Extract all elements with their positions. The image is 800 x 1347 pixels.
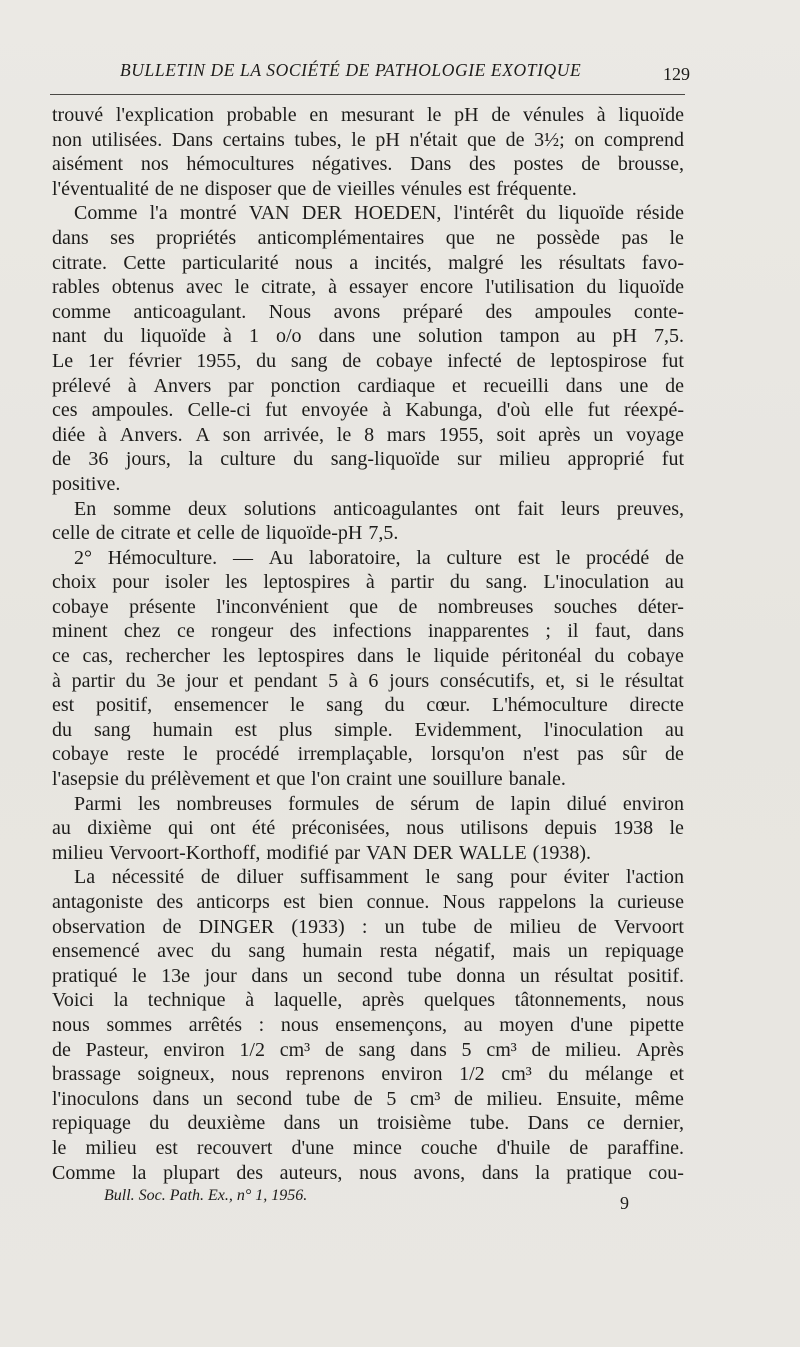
text-line: comme anticoagulant. Nous avons préparé des ampoules conte- xyxy=(52,300,684,323)
text-line: Voici la technique à laquelle, après quelques tâtonnements, nous xyxy=(52,989,684,1012)
text-line: trouvé l'explication probable en mesurant le pH de vénules à liquoïde xyxy=(52,104,684,126)
text-line: à partir du 3e jour et pendant 5 à 6 jours consécutifs, et, si le résultat xyxy=(52,669,684,692)
text-line: l'asepsie du prélèvement et que l'on craint une souillure banale. xyxy=(52,768,566,791)
text-line: citrate. Cette particularité nous a incités, malgré les résultats favo- xyxy=(52,251,684,274)
text-line: aisément nos hémocultures négatives. Dans des postes de brousse, xyxy=(52,153,684,176)
text-line: au dixième qui ont été préconisées, nous utilisons depuis 1938 le xyxy=(52,817,684,840)
text-line: pratiqué le 13e jour dans un second tube donna un résultat positif. xyxy=(52,964,684,987)
page-number: 129 xyxy=(663,64,690,84)
running-header xyxy=(50,58,690,88)
text-line: nant du liquoïde à 1 o/o dans une solution tampon au pH 7,5. xyxy=(52,325,684,348)
text-line: du sang humain est plus simple. Evidemment, l'inoculation au xyxy=(52,718,684,741)
text-line: l'inoculons dans un second tube de 5 cm³ de milieu. Ensuite, même xyxy=(52,1087,684,1110)
text-line: repiquage du deuxième dans un troisième tube. Dans ce dernier, xyxy=(52,1112,684,1135)
text-line: celle de citrate et celle de liquoïde-pH 7,5. xyxy=(52,522,399,545)
body-text xyxy=(52,103,684,1185)
text-line: ces ampoules. Celle-ci fut envoyée à Kabunga, d'où elle fut réexpé- xyxy=(52,399,684,422)
text-line: Le 1er février 1955, du sang de cobaye infecté de leptospirose fut xyxy=(52,349,684,372)
signature-mark: 9 xyxy=(620,1193,629,1213)
text-line: l'éventualité de ne disposer que de vieilles vénules est fréquente. xyxy=(52,177,577,200)
header-rule xyxy=(50,94,685,95)
text-line: Comme l'a montré VAN DER HOEDEN, l'intérêt du liquoïde réside xyxy=(74,202,684,225)
text-line: cobaye présente l'inconvénient que de nombreuses souches déter- xyxy=(52,595,684,618)
text-line: En somme deux solutions anticoagulantes ont fait leurs preuves, xyxy=(74,497,684,520)
text-line: brassage soigneux, nous reprenons environ 1/2 cm³ du mélange et xyxy=(52,1063,684,1086)
text-line: Comme la plupart des auteurs, nous avons, dans la pratique cou- xyxy=(52,1161,684,1184)
text-line: positive. xyxy=(52,472,121,495)
footer-citation: Bull. Soc. Path. Ex., n° 1, 1956. xyxy=(104,1187,308,1204)
text-line: observation de DINGER (1933) : un tube de milieu de Vervoort xyxy=(52,915,684,938)
text-line: milieu Vervoort-Korthoff, modifié par VAN DER WALLE (1938). xyxy=(52,841,591,864)
text-line: de Pasteur, environ 1/2 cm³ de sang dans 5 cm³ de milieu. Après xyxy=(52,1038,684,1061)
text-line: choix pour isoler les leptospires à partir du sang. L'inoculation au xyxy=(52,571,684,594)
text-line: le milieu est recouvert d'une mince couche d'huile de paraffine. xyxy=(52,1136,684,1159)
text-line: ce cas, rechercher les leptospires dans le liquide péritonéal du cobaye xyxy=(52,645,684,668)
text-line: Parmi les nombreuses formules de sérum de lapin dilué environ xyxy=(74,792,684,815)
text-line: rables obtenus avec le citrate, à essayer encore l'utilisation du liquoïde xyxy=(52,276,684,299)
text-line: dans ses propriétés anticomplémentaires que ne possède pas le xyxy=(52,226,684,249)
text-line: de 36 jours, la culture du sang-liquoïde sur milieu approprié fut xyxy=(52,448,684,471)
text-line: cobaye reste le procédé irremplaçable, lorsqu'on n'est pas sûr de xyxy=(52,743,684,766)
journal-title: BULLETIN DE LA SOCIÉTÉ DE PATHOLOGIE EXOTIQUE xyxy=(120,60,582,80)
text-line: nous sommes arrêtés : nous ensemençons, au moyen d'une pipette xyxy=(52,1013,684,1036)
text-line: 2° Hémoculture. — Au laboratoire, la culture est le procédé de xyxy=(74,546,684,569)
text-line: diée à Anvers. A son arrivée, le 8 mars 1955, soit après un voyage xyxy=(52,423,684,446)
text-line: ensemencé avec du sang humain resta négatif, mais un repiquage xyxy=(52,940,684,963)
text-line: La nécessité de diluer suffisamment le sang pour éviter l'action xyxy=(74,866,684,889)
text-line: antagoniste des anticorps est bien connue. Nous rappelons la curieuse xyxy=(52,891,684,913)
text-line: prélevé à Anvers par ponction cardiaque et recueilli dans une de xyxy=(52,374,684,397)
text-line: est positif, ensemencer le sang du cœur. L'hémoculture directe xyxy=(52,694,684,717)
text-line: minent chez ce rongeur des infections inapparentes ; il faut, dans xyxy=(52,620,684,643)
text-line: non utilisées. Dans certains tubes, le pH n'était que de 3½; on comprend xyxy=(52,128,684,151)
